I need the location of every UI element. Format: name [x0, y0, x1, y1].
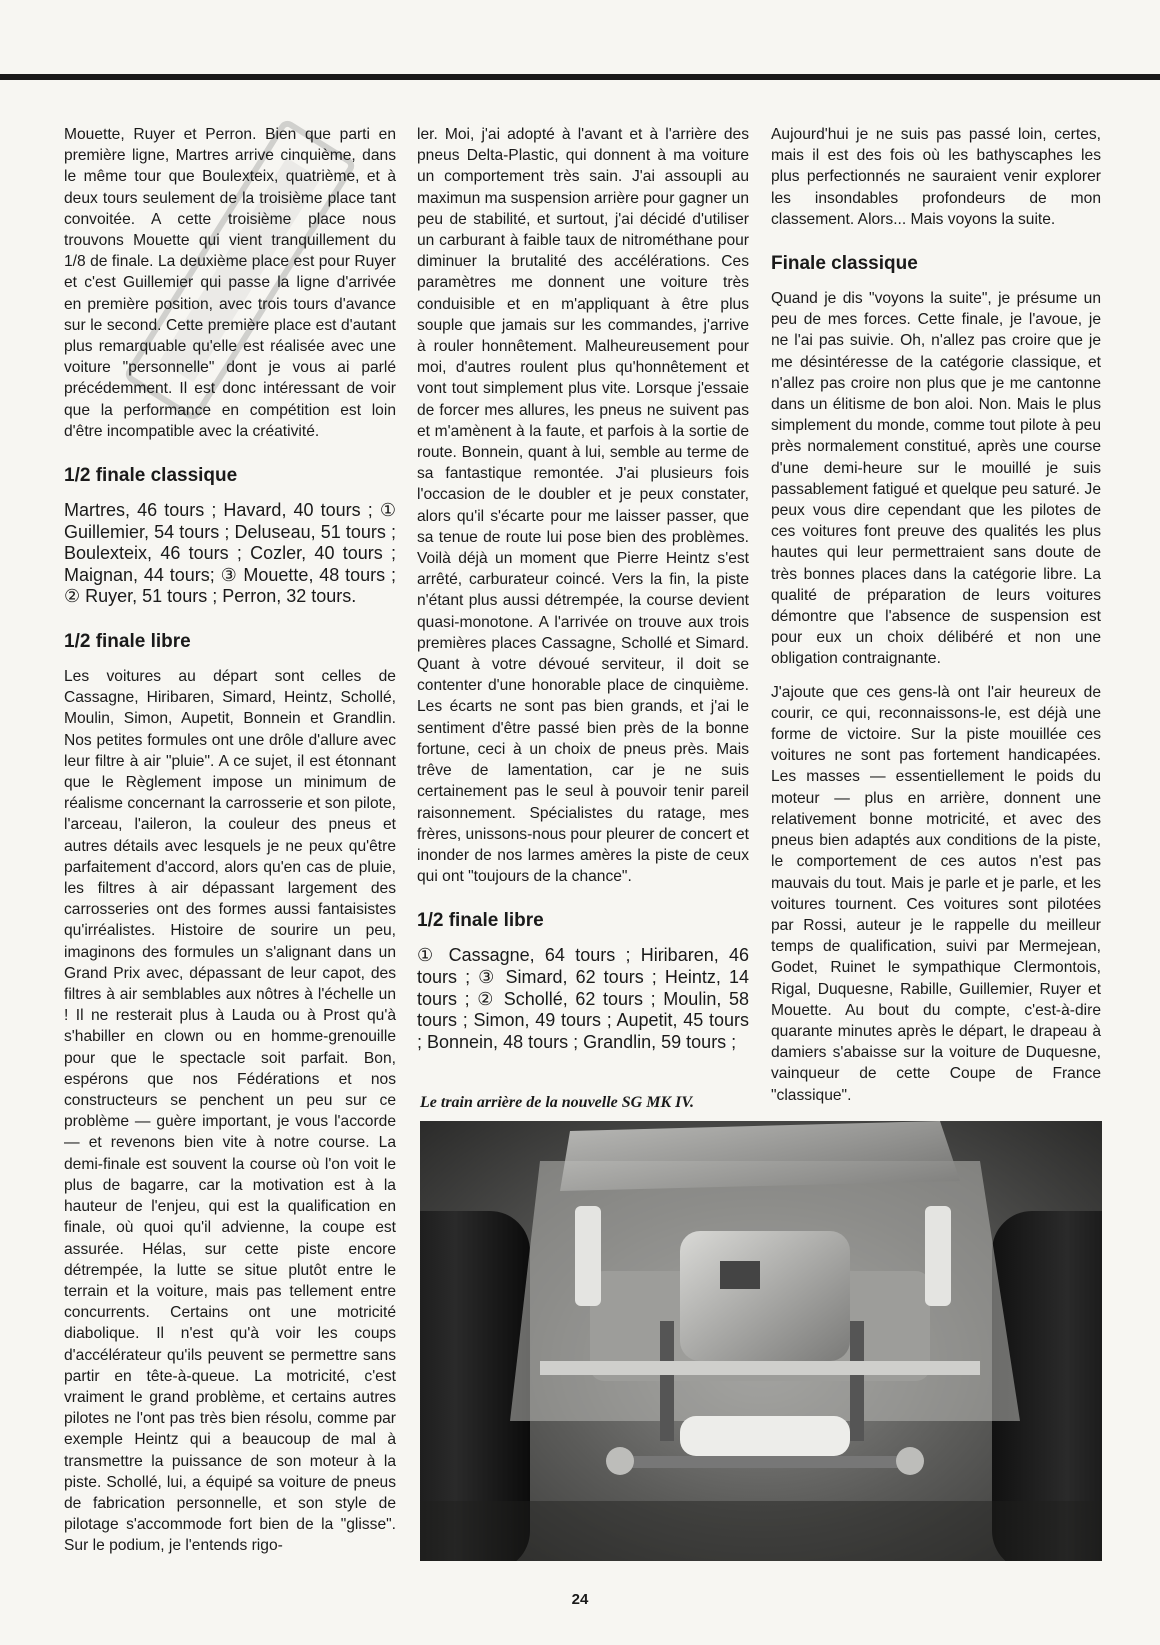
heading-demi-finale-libre-results: 1/2 finale libre [417, 910, 544, 932]
column-2 [417, 124, 749, 1065]
heading-finale-classique: Finale classique [771, 253, 918, 275]
car-chassis-photo [420, 1121, 1102, 1561]
column-1-paragraph-1: Mouette, Ruyer et Perron. Bien que parti en première ligne, Martres arrive cinquième, dans le même tour que Boulexteix, quatrième, et à deux tours seulement de la troisième place tant convoitée. A cette troisième place nous trouvons Mouette qui vient tranquillement du 1/8 de finale. La deuxième place est pour Ruyer et c'est Guillemier qui passe la ligne d'arrivée en première position, avec trois tours d'avance sur le second. Cette première place est d'autant plus remarquable qu'elle est réalisée avec une voiture "personnelle" dont je vous ai parlé précédemment. Il est donc intéressant de voir que la performance en compétition est loin d'être incompatible avec la créativité. [64, 126, 396, 440]
car-chassis-illustration [420, 1121, 1102, 1561]
column-3-paragraph-1: Aujourd'hui je ne suis pas passé loin, certes, mais il est des fois où les bathyscaphes les plus perfectionnés ne sauraient venir explorer les insondables profondeurs de mon classement. Alors... Mais voyons la suite. [771, 126, 1101, 228]
column-3-paragraph-3: J'ajoute que ces gens-là ont l'air heureux de courir, ce qui, reconnaissons-le, est déjà une forme de victoire. Sur la piste mouillée ces voitures ne sont pas fortement handicapées. Les masses — essentiellement le poids du moteur — plus en arrière, donnent une relativement bonne motricité, et avec des pneus bien adaptés aux conditions de la piste, le comportement de ces autos n'est pas mauvais du tout. Mais je parle et je parle, et les voitures tournent. Ces voitures sont pilotées par Rossi, auteur je le rappelle du meilleur temps de qualification, suivi par Mermejean, Godet, Ruinet le sympathique Clermontois, Rigal, Duquesne, Rabille, Guillemier, Ruyer et Mouette. Au bout du compte, c'est-à-dire quarante minutes après le départ, le drapeau à damiers s'abaisse sur la voiture de Duquesne, vainqueur de cette Coupe de France "classique". [771, 683, 1101, 1104]
column-1-paragraph-2: Les voitures au départ sont celles de Cassagne, Hiribaren, Simard, Heintz, Schollé, Moulin, Simon, Aupetit, Bonnein et Grandlin. Nos petites formules ont une drôle d'allure avec leur filtre à air "pluie". A ce sujet, il est étonnant que le Règlement impose un minimum de réalisme concernant la carrosserie et son pilote, l'arceau, l'aileron, la couleur des pneus et autres détails avec lesquels je ne peux qu'être parfaitement d'accord, alors qu'en cas de pluie, les filtres à air dépassant largement des carrosseries ont des formes aussi fantaisistes qu'irréalistes. Histoire de sourire un peu, imaginons des formules un s'alignant dans un Grand Prix avec, dépassant de leur capot, des filtres à air semblables aux nôtres à l'échelle un ! Il ne resterait plus à Lauda ou à Prost qu'à s'habiller en clown ou en homme-grenouille pour que le spectacle soit parfait. Bon, espérons que nos Fédérations et nos constructeurs se penchent un peu sur ce problème — guère important, je vous l'accorde — et revenons bien vite à notre course. La demi-finale est souvent la course où l'on voit le plus de bagarre, car la motivation est à la hauteur de l'enjeu, qui est la qualification en finale, où quoi qu'il advienne, la coupe est assurée. Hélas, sur cette piste encore détrempée, la lutte se situe plutôt entre le terrain et la voiture, mais pas tellement entre concurrents. Certains ont une motricité diabolique. Il n'est qu'à voir les coups d'accélérateur qu'ils peuvent se permettre sans partir en tête-à-queue. La motricité, c'est vraiment le grand problème, et certains autres pilotes ne l'ont pas très bien résolu, comme par exemple Heintz qui a beaucoup de mal à transmettre la puissance de son moteur à la piste. Schollé, lui, a équipé sa voiture de pneus de fabrication personnelle, et son style de pilotage s'accommode fort bien de la "glisse". Sur le podium, je l'entends rigo- [64, 668, 396, 1555]
results-demi-finale-libre: ① Cassagne, 64 tours ; Hiribaren, 46 tours ; ③ Simard, 62 tours ; Heintz, 14 tours ; ② Schollé, 62 tours ; Moulin, 58 tours ; Simon, 49 tours ; Aupetit, 45 tours ; Bonnein, 48 tours ; Grandlin, 59 tours ; [417, 945, 749, 1052]
results-demi-finale-classique: Martres, 46 tours ; Havard, 40 tours ; ① Guillemier, 54 tours ; Deluseau, 51 tours ; Boulexteix, 46 tours ; Cozler, 40 tours ; Maignan, 44 tours; ③ Mouette, 48 tours ; ② Ruyer, 51 tours ; Perron, 32 tours. [64, 500, 396, 607]
top-rule [0, 74, 1160, 80]
heading-demi-finale-libre: 1/2 finale libre [64, 631, 191, 653]
heading-demi-finale-classique: 1/2 finale classique [64, 465, 238, 487]
photo-caption: Le train arrière de la nouvelle SG MK IV. [420, 1094, 694, 1111]
column-3-paragraph-2: Quand je dis "voyons la suite", je présume un peu de mes forces. Cette finale, je l'avoue, je ne l'ai pas suivie. Oh, n'allez pas croire que je me désintéresse de la catégorie classique, et n'allez pas croire non plus que je me cantonne dans un élitisme de bon aloi. Non. Mais le plus simplement du monde, comme tout pilote à peu près normalement constitué, après une course d'une demi-heure sur le mouillé je suis passablement fatigué et quelque peu saturé. Je peux vous dire cependant que les pilotes de ces voitures font preuve des qualités les plus hautes qui leur permettraient sans doute de très bonnes places dans la catégorie libre. La qualité de préparation de leurs voitures démontre que l'absence de suspension est pour eux un choix délibéré et non une obligation contraignante. [771, 290, 1101, 668]
column-1 [64, 124, 396, 1569]
column-2-paragraph-1: ler. Moi, j'ai adopté à l'avant et à l'arrière des pneus Delta-Plastic, qui donnent à ma voiture un comportement très sain. J'ai assoupli au maximun ma suspension arrière pour gagner un peu de stabilité, et surtout, j'ai décidé d'utiliser un carburant à faible taux de nitrométhane pour diminuer la brutalité des accélérations. Ces paramètres me donnent une voiture très conduisible et en m'appliquant à être plus souple que jamais sur les commandes, j'arrive à rouler honnêtement. Malheureusement pour moi, d'autres roulent plus qu'honnêtement et vont tout simplement plus vite. Lorsque j'essaie de forcer mes allures, les pneus ne suivent pas et m'amènent à la faute, et parfois à la sortie de route. Bonnein, quant à lui, semble au terme de sa fantastique remontée. J'ai plusieurs fois l'occasion de le doubler et je peux constater, alors qu'il s'écarte pour me laisser passer, que sa tenue de route lui pose bien des problèmes. Voilà déjà un moment que Pierre Heintz s'est arrêté, carburateur coincé. Vers la fin, la piste n'étant plus aussi détrempée, la course devient quasi-monotone. A l'arrivée on trouve aux trois premières places Cassagne, Schollé et Simard. Quant à votre dévoué serviteur, il doit se contenter d'une honorable place de cinquième. Les écarts ne sont pas bien grands, et j'ai le sentiment d'être passé bien près de la bonne fortune, ceci à un choix de pneus près. Mais trêve de lamentation, car je ne suis certainement pas le seul à pouvoir tenir pareil raisonnement. Spécialistes du ratage, mes frères, unissons-nous pour pleurer de concert et inonder de nos larmes amères la piste de ceux qui ont "toujours de la chance". [417, 126, 749, 886]
page-number: 24 [571, 1591, 589, 1608]
column-3 [771, 124, 1101, 1118]
